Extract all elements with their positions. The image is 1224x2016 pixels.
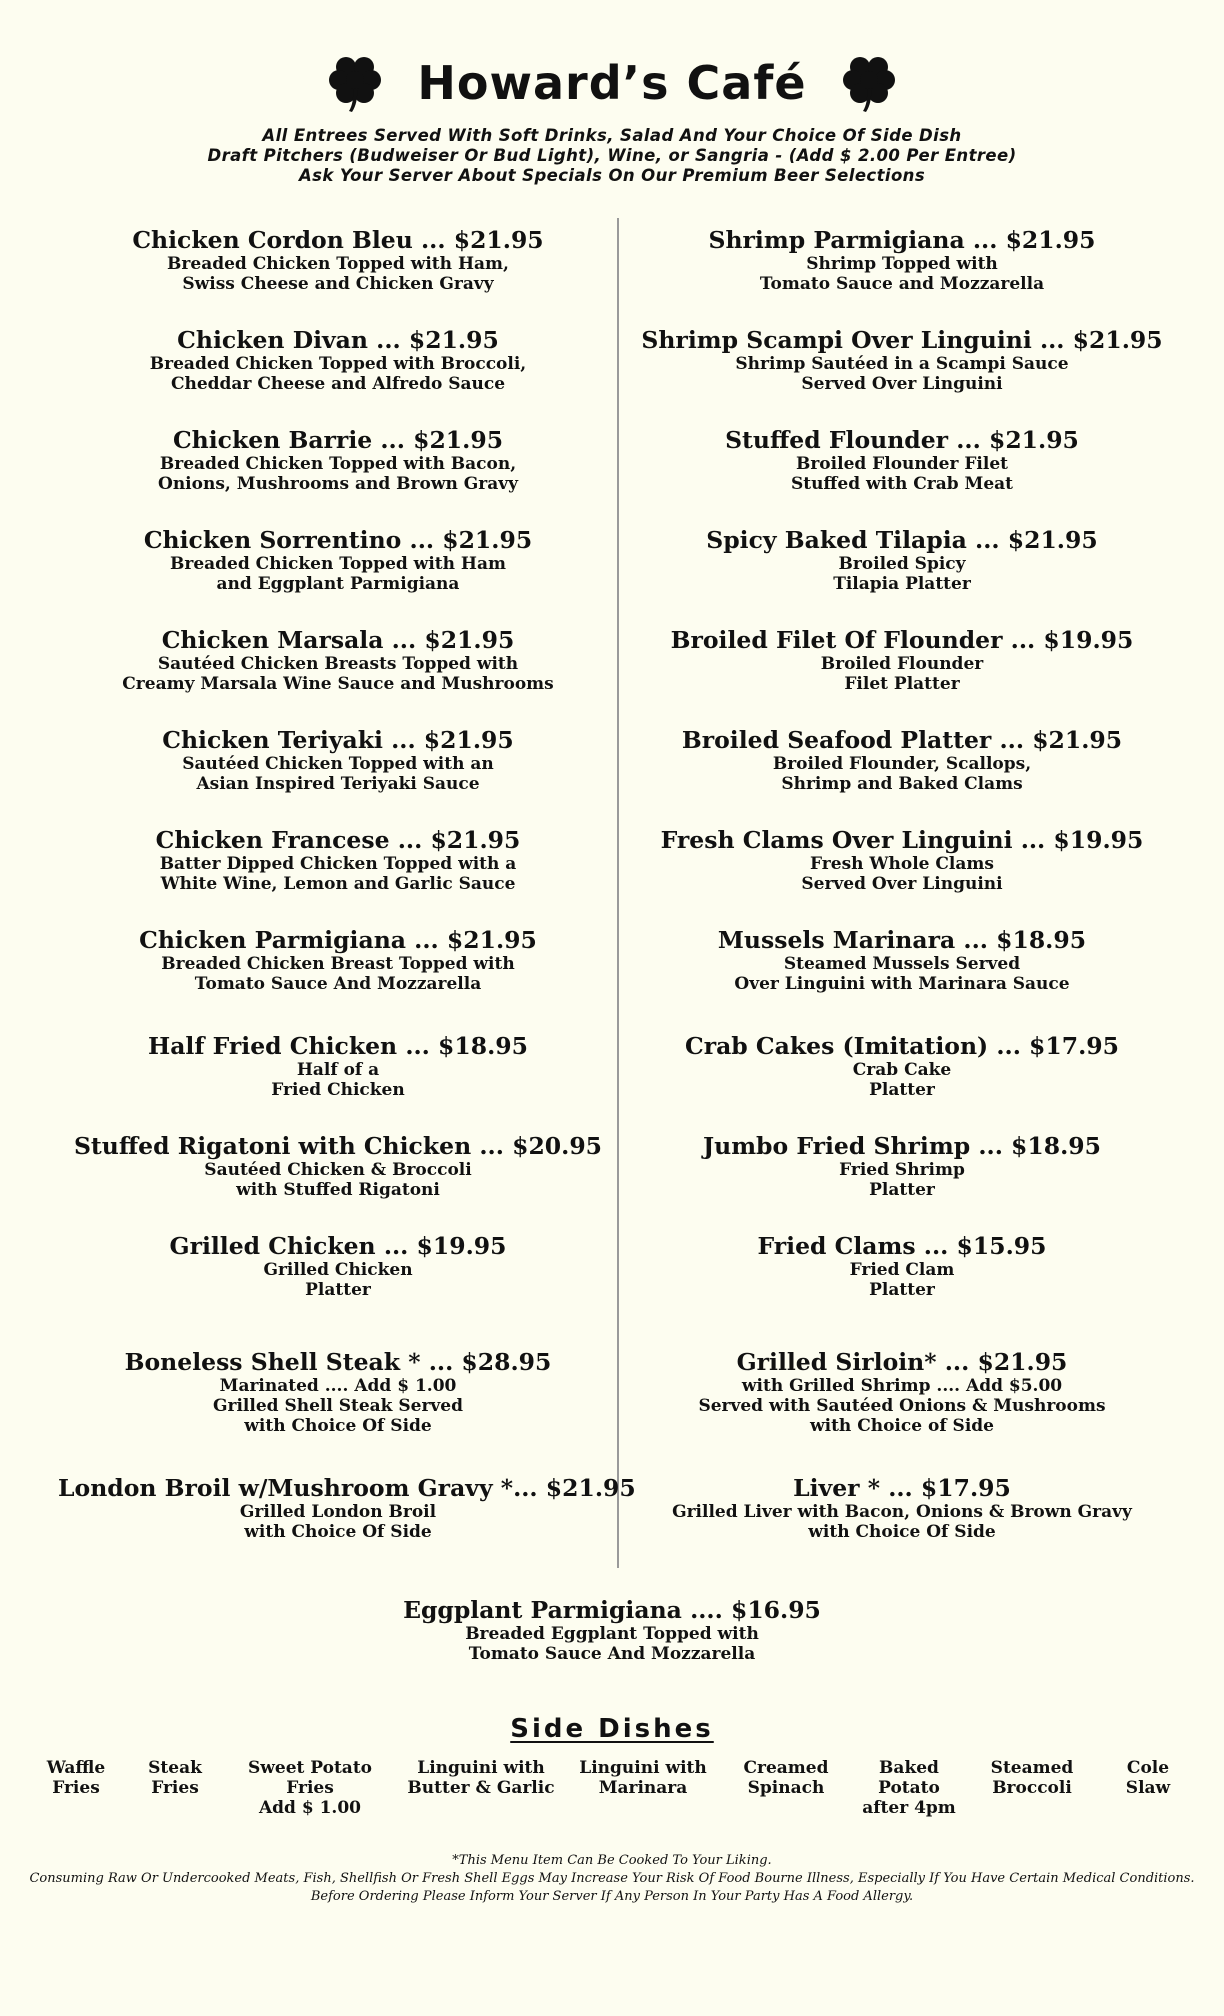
item-name: Chicken Barrie ... $21.95 [172,426,504,454]
side-dish-line: Fries [286,1778,334,1798]
item-desc: Swiss Cheese and Chicken Gravy [182,274,494,294]
item-name: Crab Cakes (Imitation) ... $17.95 [685,1032,1119,1060]
subtitle-line: Ask Your Server About Specials On Our Premium Beer Selections [298,166,926,185]
menu-item [58,826,618,894]
item-name: Chicken Sorrentino ... $21.95 [143,526,533,554]
item-desc: Marinated .... Add $ 1.00 [219,1376,457,1396]
item-desc: Broiled Flounder, Scallops, [772,754,1032,774]
item-desc: Grilled Chicken [263,1260,413,1280]
item-desc: Creamy Marsala Wine Sauce and Mushrooms [122,674,554,694]
menu-item [622,1032,1182,1100]
side-dish-line: Steak [148,1758,202,1778]
subtitle-line: All Entrees Served With Soft Drinks, Salad And Your Choice Of Side Dish [262,126,962,145]
side-dish [47,1758,105,1798]
item-desc: Platter [869,1280,935,1300]
menu-item [58,226,618,294]
item-desc: Breaded Chicken Breast Topped with [161,954,515,974]
item-name: Chicken Marsala ... $21.95 [161,626,515,654]
item-desc: Filet Platter [844,674,960,694]
item-desc: with Choice Of Side [808,1522,996,1542]
item-desc: Served with Sautéed Onions & Mushrooms [698,1396,1106,1416]
menu-item [58,726,618,794]
item-name: Broiled Seafood Platter ... $21.95 [681,726,1123,754]
menu-item [58,1232,618,1300]
item-name: London Broil w/Mushroom Gravy *... $21.95 [58,1474,636,1502]
item-desc: Broiled Flounder Filet [795,454,1009,474]
shamrock-icon [327,53,383,113]
item-name: Spicy Baked Tilapia ... $21.95 [706,526,1098,554]
item-desc: with Grilled Shrimp .... Add $5.00 [741,1376,1063,1396]
menu-item-eggplant-parmigiana [0,1596,1224,1664]
item-desc: Onions, Mushrooms and Brown Gravy [158,474,518,494]
item-desc: with Choice of Side [809,1416,994,1436]
item-desc: Platter [305,1280,371,1300]
side-dish-line: Fries [151,1778,199,1798]
side-dish-line: Fries [52,1778,100,1798]
item-desc: Shrimp Topped with [806,254,998,274]
menu-item [622,1232,1182,1300]
side-dish [148,1758,202,1798]
item-name: Chicken Parmigiana ... $21.95 [139,926,537,954]
subtitle-line: Draft Pitchers (Budweiser Or Bud Light), Wine, or Sangria - (Add $ 2.00 Per Entree) [207,146,1017,165]
item-name: Chicken Francese ... $21.95 [155,826,521,854]
item-name: Jumbo Fried Shrimp ... $18.95 [702,1132,1101,1160]
menu-item [622,826,1182,894]
side-dish-line: Linguini with [579,1758,707,1778]
side-dish-line: Add $ 1.00 [258,1798,362,1818]
side-dish [579,1758,707,1798]
item-desc: Sautéed Chicken Breasts Topped with [157,654,519,674]
side-dish-line: Spinach [747,1778,825,1798]
item-name: Shrimp Scampi Over Linguini ... $21.95 [641,326,1163,354]
item-name: Stuffed Flounder ... $21.95 [725,426,1079,454]
side-dish-line: Sweet Potato [247,1758,373,1778]
menu-item [622,226,1182,294]
item-desc: Platter [869,1180,935,1200]
item-desc: Grilled Shell Steak Served [212,1396,464,1416]
item-desc: Sautéed Chicken Topped with an [182,754,494,774]
item-desc: Shrimp Sautéed in a Scampi Sauce [735,354,1069,374]
item-name: Chicken Cordon Bleu ... $21.95 [132,226,544,254]
menu-item [622,526,1182,594]
menu-item [622,426,1182,494]
menu-item [58,426,618,494]
item-desc: Cheddar Cheese and Alfredo Sauce [170,374,506,394]
side-dish-line: Baked [879,1758,939,1778]
side-dish [1126,1758,1170,1798]
item-desc: Crab Cake [852,1060,952,1080]
item-name: Fresh Clams Over Linguini ... $19.95 [660,826,1144,854]
side-dish [407,1758,554,1798]
item-desc: Broiled Spicy [838,554,966,574]
menu-item [622,926,1182,994]
item-desc: Over Linguini with Marinara Sauce [734,974,1070,994]
item-desc: Served Over Linguini [801,374,1003,394]
side-dish-line: Steamed [990,1758,1074,1778]
side-dish [991,1758,1074,1798]
item-desc: Tilapia Platter [833,574,971,594]
menu-item [58,1474,636,1542]
item-desc: Half of a [296,1060,380,1080]
menu-item [622,1132,1182,1200]
item-name: Broiled Filet Of Flounder ... $19.95 [670,626,1134,654]
item-desc: Fresh Whole Clams [810,854,994,874]
item-desc: and Eggplant Parmigiana [216,574,460,594]
side-dish-line: Broccoli [992,1778,1072,1798]
side-dish-line: Potato [878,1778,940,1798]
side-dish-line: Slaw [1125,1778,1171,1798]
menu-item [622,1348,1182,1436]
footer-line: Consuming Raw Or Undercooked Meats, Fish, Shellfish Or Fresh Shell Eggs May Increase Your Risk Of Food Bourne Illness, Especially If You Have Certain Medical Conditions. [29,1871,1195,1886]
side-dish-line: Cole [1126,1758,1170,1778]
side-dishes-title-text: Side Dishes [510,1714,714,1744]
restaurant-title: Howard’s Café [417,56,807,110]
menu-item [622,326,1182,394]
menu-item [622,626,1182,694]
item-name: Shrimp Parmigiana ... $21.95 [708,226,1096,254]
side-dish-line: after 4pm [862,1798,956,1818]
side-dish-line: Linguini with [417,1758,545,1778]
item-desc: Tomato Sauce and Mozzarella [759,274,1045,294]
side-dish-line: Creamed [743,1758,829,1778]
item-name: Fried Clams ... $15.95 [757,1232,1047,1260]
item-desc: Platter [869,1080,935,1100]
side-dish [862,1758,956,1818]
side-dish [743,1758,828,1798]
item-desc: with Choice Of Side [244,1416,432,1436]
item-name: Stuffed Rigatoni with Chicken ... $20.95 [73,1132,603,1160]
item-desc: Breaded Chicken Topped with Broccoli, [149,354,527,374]
header-subtitle [0,126,1224,186]
item-desc: Breaded Chicken Topped with Ham [170,554,506,574]
menu-item [58,626,618,694]
side-dish-line: Marinara [598,1778,688,1798]
item-desc: with Stuffed Rigatoni [236,1180,440,1200]
menu-footer [0,1852,1224,1906]
item-desc: Steamed Mussels Served [783,954,1021,974]
footer-line: *This Menu Item Can Be Cooked To Your Liking. [452,1853,772,1868]
item-desc: Batter Dipped Chicken Topped with a [159,854,517,874]
item-desc: Tomato Sauce And Mozzarella [194,974,482,994]
item-desc: Shrimp and Baked Clams [781,774,1023,794]
item-desc: Breaded Chicken Topped with Bacon, [159,454,517,474]
item-name: Chicken Divan ... $21.95 [177,326,499,354]
footer-line: Before Ordering Please Inform Your Server If Any Person In Your Party Has A Food Allergy. [310,1889,914,1904]
item-name: Mussels Marinara ... $18.95 [717,926,1087,954]
item-desc: White Wine, Lemon and Garlic Sauce [160,874,516,894]
title-row [0,48,1224,118]
item-name: Liver * ... $17.95 [793,1474,1011,1502]
item-name: Grilled Chicken ... $19.95 [169,1232,507,1260]
menu-item [622,1474,1182,1542]
item-desc: Fried Chicken [271,1080,405,1100]
item-desc: Broiled Flounder [820,654,984,674]
item-desc: Sautéed Chicken & Broccoli [204,1160,472,1180]
shamrock-icon [841,53,897,113]
menu-item [58,526,618,594]
item-name: Boneless Shell Steak * ... $28.95 [124,1348,552,1376]
item-desc: Fried Shrimp [839,1160,965,1180]
item-desc: Breaded Eggplant Topped with [465,1624,759,1644]
item-desc: Stuffed with Crab Meat [790,474,1014,494]
item-desc: Fried Clam [849,1260,955,1280]
item-desc: Asian Inspired Teriyaki Sauce [196,774,480,794]
item-name: Grilled Sirloin* ... $21.95 [736,1348,1068,1376]
item-name: Chicken Teriyaki ... $21.95 [162,726,514,754]
item-desc: Breaded Chicken Topped with Ham, [167,254,509,274]
item-name: Half Fried Chicken ... $18.95 [148,1032,528,1060]
menu-item [58,1132,618,1200]
side-dishes-title [0,1714,1224,1744]
item-desc: with Choice Of Side [244,1522,432,1542]
menu-item [58,326,618,394]
menu-item [622,726,1182,794]
item-desc: Grilled London Broil [239,1502,437,1522]
menu-item [58,926,618,994]
menu-item [58,1348,618,1436]
side-dish-line: Waffle [46,1758,106,1778]
menu-header [0,48,1224,186]
side-dish-line: Butter & Garlic [407,1778,555,1798]
item-desc: Grilled Liver with Bacon, Onions & Brown Gravy [672,1502,1132,1522]
menu-item [58,1032,618,1100]
item-desc: Tomato Sauce And Mozzarella [468,1644,756,1664]
item-name: Eggplant Parmigiana .... $16.95 [403,1596,821,1624]
item-desc: Served Over Linguini [801,874,1003,894]
side-dish [248,1758,372,1818]
